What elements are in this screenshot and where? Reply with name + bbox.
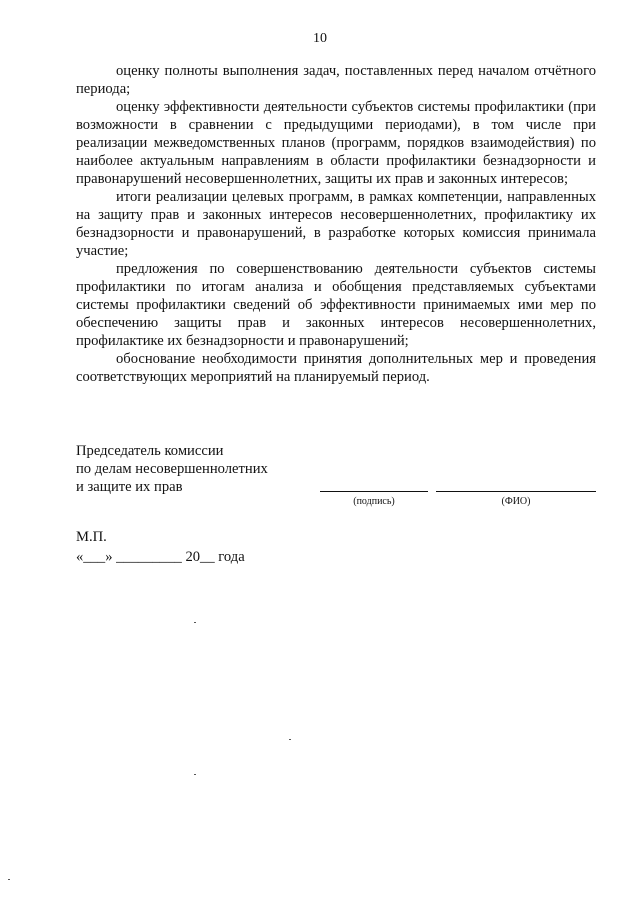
- document-body: [76, 62, 596, 386]
- page-number: 10: [313, 31, 327, 46]
- scan-speck: [8, 879, 10, 880]
- list-paragraph: предложения по совершенствованию деятельности субъектов системы профилактики по итогам анализа и обобщения представляемых субъектами системы профилактики сведений об эффективности принимаемых ими мер по обеспечению защиты прав и законных интересов несовершеннолетних, профилактике их безнадзорности и правонарушений;: [76, 261, 596, 349]
- signatory-title-line: по делам несовершеннолетних: [76, 461, 268, 477]
- list-paragraph: обоснование необходимости принятия дополнительных мер и проведения соответствующих мероприятий на планируемый период.: [76, 351, 596, 385]
- scan-speck: [289, 739, 291, 740]
- list-paragraph: оценку полноты выполнения задач, поставленных перед началом отчётного периода;: [76, 63, 596, 97]
- scan-speck: [194, 774, 196, 775]
- signatory-title-line: и защите их прав: [76, 479, 183, 495]
- stamp-label: М.П.: [76, 529, 107, 545]
- signature-caption: (подпись): [353, 496, 395, 507]
- list-paragraph: итоги реализации целевых программ, в рамках компетенции, направленных на защиту прав и законных интересов несовершеннолетних, профилактику их безнадзорности и правонарушений, в разработке которых комиссия принимала участие;: [76, 189, 596, 259]
- full-name-caption: (ФИО): [501, 496, 531, 507]
- full-name-line: [436, 491, 596, 492]
- date-line: «___» _________ 20__ года: [76, 549, 245, 565]
- signatory-title-line: Председатель комиссии: [76, 443, 224, 459]
- list-paragraph: оценку эффективности деятельности субъектов системы профилактики (при возможности в сравнении с предыдущими периодами), в том числе при реализации межведомственных планов (программ, порядков взаимодействия) по наиболее актуальным направлениям в области профилактики безнадзорности и правонарушений несовершеннолетних, защиты их прав и законных интересов;: [76, 99, 596, 187]
- scan-speck: [194, 622, 196, 623]
- stamp-and-date: [76, 527, 245, 567]
- signatory-title: [76, 442, 596, 496]
- signature-line: [320, 491, 428, 492]
- signature-fields: [320, 491, 596, 521]
